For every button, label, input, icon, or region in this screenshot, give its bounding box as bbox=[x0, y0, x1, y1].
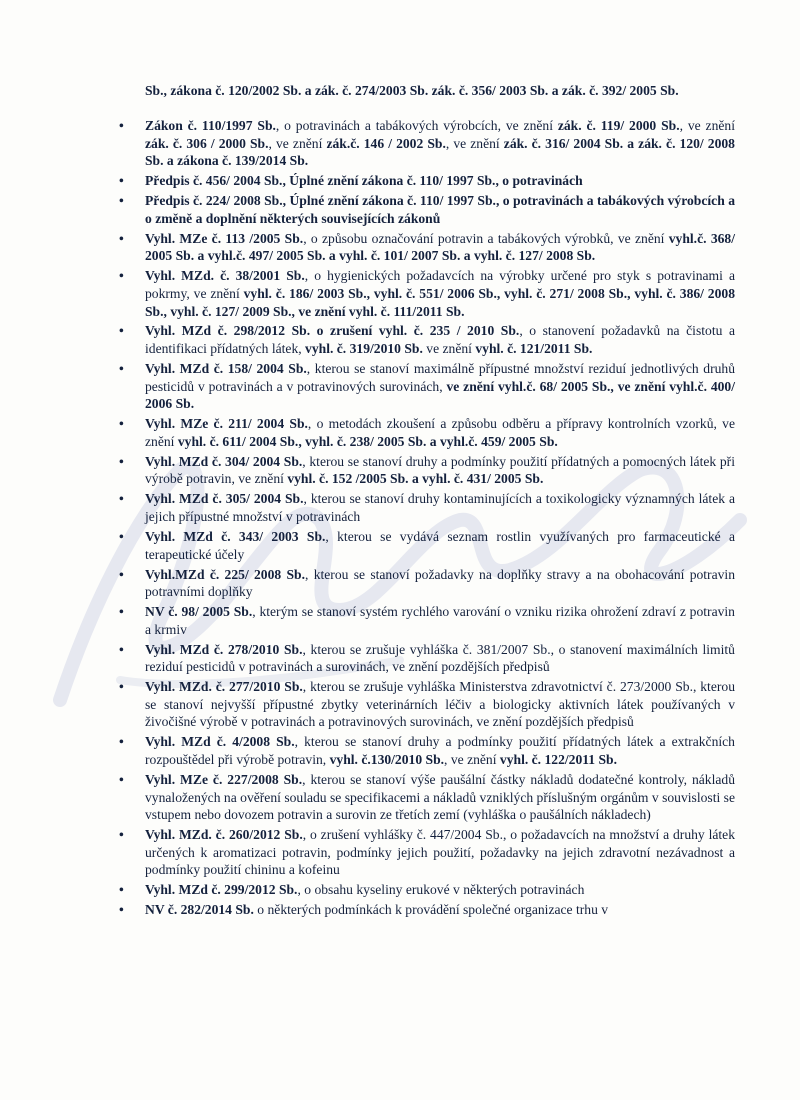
list-item bbox=[119, 453, 735, 488]
law-reference: Vyhl. MZd č. 305/ 2004 Sb. bbox=[145, 491, 304, 507]
list-item bbox=[119, 528, 735, 563]
bullet-icon: • bbox=[119, 361, 124, 377]
law-reference: NV č. 282/2014 Sb. bbox=[145, 902, 254, 918]
list-item bbox=[119, 566, 735, 601]
bullet-icon: • bbox=[119, 882, 124, 898]
list-item bbox=[119, 322, 735, 357]
law-description: , ve znění bbox=[679, 118, 735, 133]
law-reference: zák. č. 119/ 2000 Sb. bbox=[557, 118, 680, 133]
law-reference: vyhl. č. 121/2011 Sb. bbox=[475, 341, 593, 357]
law-reference: Zákon č. 110/1997 Sb. bbox=[145, 118, 276, 133]
law-reference: NV č. 98/ 2005 Sb. bbox=[145, 604, 253, 620]
law-description: , kterou se vydává seznam rostlin využívaných pro farmaceutické a terapeutické účely bbox=[145, 528, 735, 562]
law-reference: Vyhl. MZd č. 4/2008 Sb. bbox=[145, 734, 295, 750]
law-reference: Předpis č. 456/ 2004 Sb., Úplné znění zákona č. 110/ 1997 Sb., o potravinách bbox=[145, 173, 583, 189]
law-reference: Vyhl. MZd. č. 277/2010 Sb. bbox=[145, 679, 303, 695]
law-description: , o potravinách a tabákových výrobcích, ve znění bbox=[275, 118, 558, 133]
law-reference: vyhl. č. 319/2010 Sb. bbox=[305, 341, 423, 357]
list-item bbox=[119, 733, 735, 768]
list-item bbox=[119, 267, 736, 320]
law-reference: vyhl. č. 122/2011 Sb. bbox=[499, 752, 618, 768]
bullet-icon: • bbox=[119, 566, 124, 582]
bullet-icon: • bbox=[119, 827, 124, 843]
bullet-icon: • bbox=[119, 453, 124, 469]
list-item bbox=[119, 415, 735, 450]
law-reference: ve znění vyhl.č. 68/ 2005 Sb., ve znění vyhl.č. 400/ 2006 Sb. bbox=[145, 378, 735, 412]
list-item bbox=[119, 901, 735, 919]
law-description: , o zrušení vyhlášky č. 447/2004 Sb., o požadavcích na množství a druhy látek určených k aromatizaci potravin, podmínky jejich použití, požadavky na jejich zdravotní nezávadnost a podmínky použití chininu a kofeinu bbox=[145, 827, 736, 878]
legislation-list bbox=[119, 117, 736, 921]
law-description: , kterou se stanoví druhy kontaminujících a toxikologicky významných látek a jejich přípustné množství v potravinách bbox=[145, 491, 735, 524]
law-description: , ve znění bbox=[444, 752, 500, 768]
law-reference: Vyhl.MZd č. 225/ 2008 Sb. bbox=[145, 566, 306, 582]
bullet-icon: • bbox=[119, 734, 124, 750]
law-description: , o hygienických požadavcích na výrobky určené pro styk s potravinami a pokrmy, ve znění bbox=[145, 268, 736, 301]
bullet-icon: • bbox=[119, 193, 124, 209]
law-reference: Vyhl. MZd č. 278/2010 Sb. bbox=[145, 641, 303, 657]
list-item bbox=[119, 826, 736, 879]
list-item bbox=[119, 603, 735, 638]
law-description: , o metodách zkoušení a způsobu odběru a přípravy kontrolních vzorků, ve znění bbox=[145, 416, 735, 449]
law-reference: vyhl.č. 368/ 2005 Sb. a vyhl.č. 497/ 2005 Sb. a vyhl. č. 101/ 2007 Sb. a vyhl. č. 127/ 2008 Sb. bbox=[145, 230, 735, 264]
bullet-icon: • bbox=[119, 268, 124, 284]
law-reference: zák. č. 306 / 2000 Sb. bbox=[145, 135, 269, 151]
law-description: , o obsahu kyseliny erukové v některých potravinách bbox=[297, 882, 585, 898]
bullet-icon: • bbox=[119, 679, 124, 695]
law-reference: Vyhl. MZd č. 158/ 2004 Sb. bbox=[145, 361, 307, 377]
bullet-icon: • bbox=[119, 641, 124, 657]
law-reference: Vyhl. MZe č. 113 /2005 Sb. bbox=[145, 230, 304, 246]
bullet-icon: • bbox=[119, 416, 124, 432]
law-reference: Vyhl. MZd č. 298/2012 Sb. o zrušení vyhl. č. 235 / 2010 Sb. bbox=[145, 323, 520, 339]
law-reference: Vyhl. MZe č. 211/ 2004 Sb. bbox=[145, 416, 308, 432]
bullet-icon: • bbox=[119, 118, 124, 133]
law-reference: Vyhl. MZe č. 227/2008 Sb. bbox=[145, 772, 303, 788]
list-item bbox=[119, 360, 736, 413]
law-description: , kterou se stanoví maximálně přípustné množství reziduí jednotlivých druhů pesticidů v potravinách a v potravinových surovinách, bbox=[145, 361, 736, 394]
law-description: , kterou se zrušuje vyhláška Ministerstva zdravotnictví č. 273/2000 Sb., kterou se stanoví nejvyšší přípustné zbytky veterinárních léčiv a biologicky aktivních látek používaných v živočišné výrobě v potravinách a potravinových surovinách, ve znění pozdějších předpisů bbox=[145, 679, 735, 730]
bullet-icon: • bbox=[119, 772, 124, 788]
list-item bbox=[119, 117, 735, 170]
law-description: , kterou se stanoví druhy a podmínky použití přídatných látek a extrakčních rozpouštědel při výrobě potravin, bbox=[145, 734, 735, 768]
bullet-icon: • bbox=[119, 230, 124, 246]
bullet-icon: • bbox=[119, 491, 124, 507]
bullet-icon: • bbox=[119, 604, 124, 620]
list-item bbox=[119, 881, 735, 899]
law-reference: zák.č. 146 / 2002 Sb. bbox=[326, 135, 446, 151]
law-reference: Vyhl. MZd. č. 38/2001 Sb. bbox=[145, 268, 305, 284]
list-item bbox=[119, 490, 735, 525]
list-item bbox=[119, 771, 735, 824]
law-reference: vyhl. č. 186/ 2003 Sb., vyhl. č. 551/ 2006 Sb., vyhl. č. 271/ 2008 Sb., vyhl. č. 386/ 2008 Sb., vyhl. č. 127/ 2009 Sb., ve znění vyhl. č. 111/2011 Sb. bbox=[145, 285, 735, 319]
list-item bbox=[119, 641, 735, 676]
list-item bbox=[119, 230, 735, 265]
law-reference: zák. č. 316/ 2004 Sb. a zák. č. 120/ 2008 Sb. a zákona č. 139/2014 Sb. bbox=[145, 135, 735, 169]
bullet-icon: • bbox=[119, 528, 124, 544]
continuation-text bbox=[145, 82, 735, 100]
bullet-icon: • bbox=[119, 173, 124, 189]
law-description: , kterou se stanoví výše paušální částky nákladů dodatečné kontroly, nákladů vynaložených na ověření souladu se specifikacemi a nákladů vzniklých příslušným orgánům v souvislosti se vstupem nebo dovozem potravin a surovin ze třetích zemí (vyhláška o paušálních nákladech) bbox=[145, 772, 735, 823]
law-description: , kterou se stanoví druhy a podmínky použití přídatných a pomocných látek při výrobě potravin, ve znění bbox=[145, 453, 735, 487]
list-item bbox=[119, 678, 735, 731]
law-reference: Vyhl. MZd č. 304/ 2004 Sb. bbox=[145, 453, 303, 469]
law-description: , ve znění bbox=[445, 135, 504, 151]
bullet-icon: • bbox=[119, 323, 124, 339]
law-reference: Vyhl. MZd č. 299/2012 Sb. bbox=[145, 882, 298, 898]
bullet-icon: • bbox=[119, 902, 124, 918]
law-description: , o způsobu označování potravin a tabákových výrobků, ve znění bbox=[303, 230, 669, 246]
law-description: o některých podmínkách k provádění společné organizace trhu v bbox=[253, 902, 609, 918]
law-reference: vyhl. č. 611/ 2004 Sb., vyhl. č. 238/ 2005 Sb. a vyhl.č. 459/ 2005 Sb. bbox=[177, 433, 558, 449]
law-description: , o stanovení požadavků na čistotu a identifikaci přídatných látek, bbox=[145, 323, 735, 357]
law-description: , kterým se stanoví systém rychlého varování o vzniku rizika ohrožení zdraví z potravin a krmiv bbox=[145, 604, 735, 637]
law-description: , kterou se stanoví požadavky na doplňky stravy a na obohacování potravin potravními doplňky bbox=[145, 566, 735, 600]
law-reference: Předpis č. 224/ 2008 Sb., Úplné znění zákona č. 110/ 1997 Sb., o potravinách a tabákových výrobcích a o změně a doplnění některých souvisejících zákonů bbox=[145, 193, 735, 226]
law-reference: Vyhl. MZd č. 343/ 2003 Sb. bbox=[145, 528, 326, 544]
law-reference: vyhl. č. 152 /2005 Sb. a vyhl. č. 431/ 2005 Sb. bbox=[287, 471, 544, 487]
law-reference: vyhl. č.130/2010 Sb. bbox=[329, 752, 445, 768]
list-item bbox=[119, 172, 735, 190]
law-reference: Sb., zákona č. 120/2002 Sb. a zák. č. 274/2003 Sb. zák. č. 356/ 2003 Sb. a zák. č. 392/ 2005 Sb. bbox=[145, 83, 679, 98]
law-description: , kterou se zrušuje vyhláška č. 381/2007 Sb., o stanovení maximálních limitů reziduí pesticidů v potravinách a surovinách, ve znění pozdějších předpisů bbox=[145, 641, 735, 675]
list-item bbox=[119, 192, 735, 227]
law-description: , ve znění bbox=[268, 135, 327, 151]
law-reference: Vyhl. MZd. č. 260/2012 Sb. bbox=[145, 827, 303, 843]
law-description: ve znění bbox=[422, 341, 476, 357]
